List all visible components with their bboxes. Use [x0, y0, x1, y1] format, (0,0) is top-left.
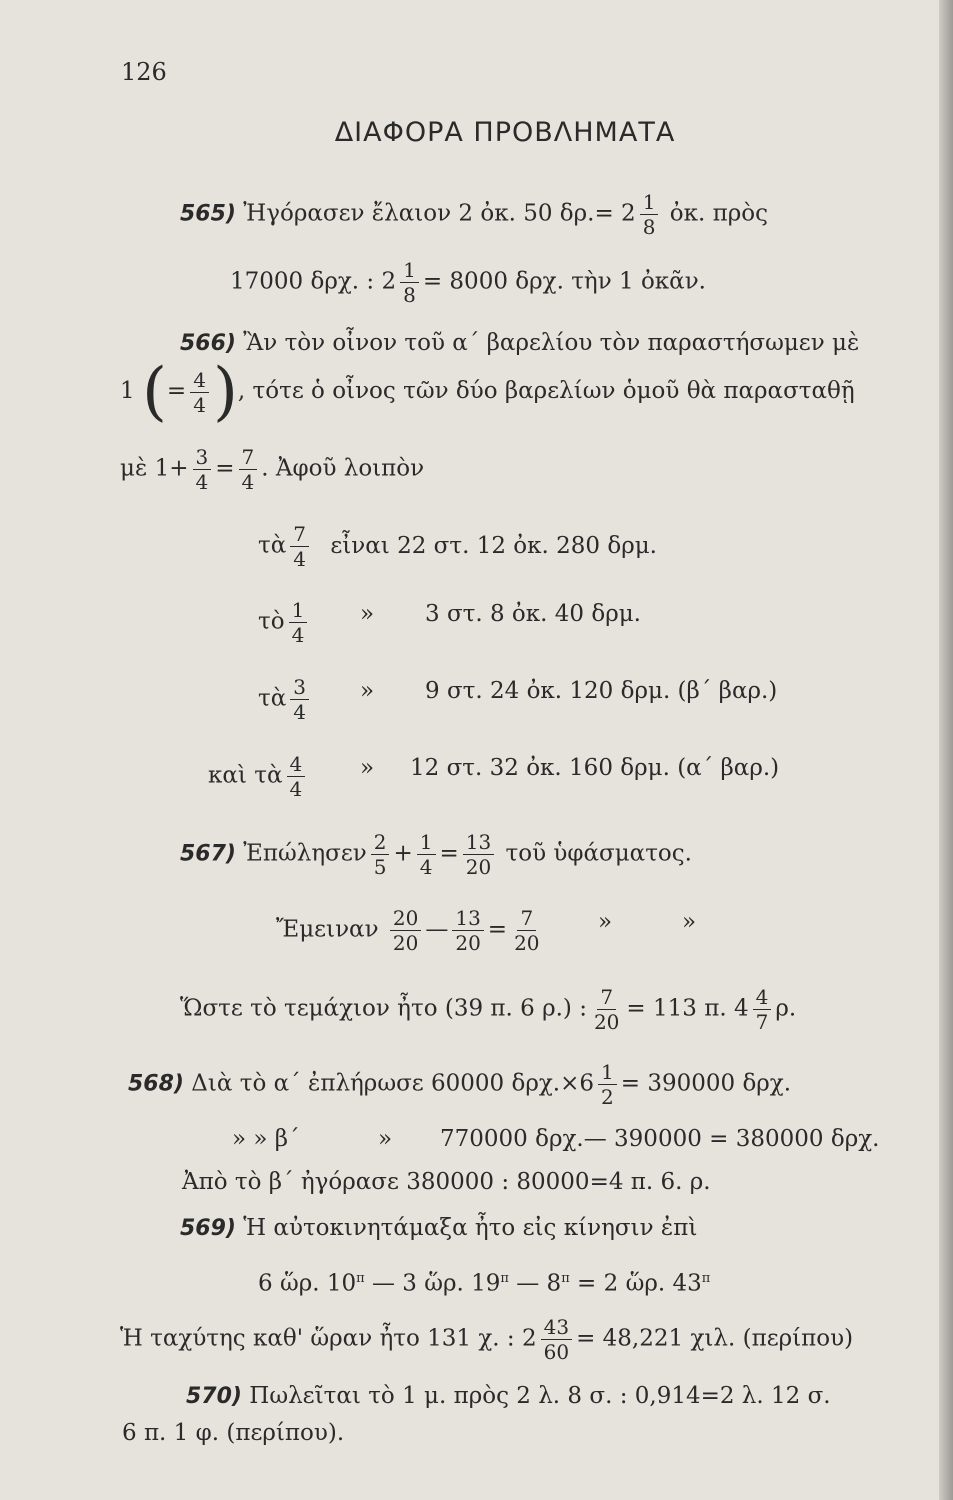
problem-567-line-3: Ὥστε τὸ τεμάχιον ἦτο (39 π. 6 ρ.) : $\frac{7}{20}$ = 113 π. 4 $\frac{4}{7}$ ρ. — [180, 985, 797, 1034]
problem-number: 570) — [186, 1384, 242, 1409]
page-title: ΔΙΑΦΟΡΑ ΠΡΟΒΛΗΜΑΤΑ — [334, 117, 676, 148]
problem-number: 567) — [180, 841, 236, 867]
fraction: $\frac{13}{20}$ — [463, 830, 494, 879]
problem-566-row-1: τὰ $\frac{7}{4}$ εἶναι 22 στ. 12 ὀκ. 280 δρμ. — [258, 522, 657, 571]
problem-566-row-2-values: 3 στ. 8 ὀκ. 40 δρμ. — [425, 601, 641, 627]
fraction: $\frac{3}{4}$ — [193, 445, 212, 494]
fraction: $\frac{7}{20}$ — [593, 985, 620, 1034]
text: 17000 δρχ. : 2 — [230, 268, 397, 295]
problem-568-line-2-ditto-2: » — [378, 1126, 393, 1152]
problem-566-row-4: καὶ τὰ $\frac{4}{4}$ — [208, 752, 309, 801]
problem-number: 566) — [180, 331, 236, 356]
problem-567-ditto-2: » — [682, 909, 697, 935]
text: , τότε ὁ οἶνος τῶν δύο βαρελίων ὁμοῦ θὰ παρασταθῇ — [237, 378, 855, 404]
fraction: $\frac{7}{20}$ — [514, 906, 540, 955]
problem-566-row-3-values: 9 στ. 24 ὀκ. 120 δρμ. (β΄ βαρ.) — [425, 678, 778, 704]
problem-567-ditto-1: » — [598, 909, 613, 935]
problem-570-line-1: 570) Πωλεῖται τὸ 1 μ. πρὸς 2 λ. 8 σ. : 0,914=2 λ. 12 σ. — [186, 1383, 831, 1409]
page-number: 126 — [121, 58, 167, 86]
fraction: $\frac{4}{4}$ — [287, 752, 306, 801]
fraction: $\frac{7}{4}$ — [290, 522, 309, 571]
problem-570-line-2: 6 π. 1 φ. (περίπου). — [122, 1420, 345, 1446]
fraction: $\frac{7}{4}$ — [239, 445, 258, 494]
fraction: $\frac{1}{4}$ — [417, 830, 436, 879]
problem-569-line-1: 569) Ἡ αὐτοκινητάμαξα ἦτο εἰς κίνησιν ἐπὶ — [180, 1215, 698, 1241]
problem-565-line-2 — [230, 258, 706, 307]
text: Ἠγόρασεν ἔλαιον 2 ὀκ. 50 δρ.= 2 — [243, 200, 636, 227]
fraction: $\frac{13}{20}$ — [452, 906, 483, 955]
problem-566-row-2: τὸ $\frac{1}{4}$ — [258, 598, 311, 647]
fraction: $\frac{43}{60}$ — [541, 1315, 572, 1364]
problem-568-line-3: Ἀπὸ τὸ β΄ ἠγόρασε 380000 : 80000=4 π. 6. ρ. — [182, 1169, 711, 1195]
problem-568-line-2-values: 770000 δρχ.— 390000 = 380000 δρχ. — [440, 1126, 880, 1152]
fraction: $\frac{1}{4}$ — [289, 598, 308, 647]
problem-number: 569) — [180, 1216, 236, 1241]
paren-open: ( — [141, 355, 167, 429]
problem-566-row-2-ditto: » — [360, 601, 375, 627]
problem-565-line-1 — [180, 190, 768, 239]
problem-number: 565) — [180, 201, 236, 227]
fraction: $\frac{2}{5}$ — [371, 830, 390, 879]
text: ὀκ. πρὸς — [669, 200, 768, 227]
problem-number: 568) — [128, 1071, 184, 1097]
text: = 8000 δρχ. τὴν 1 ὀκᾶν. — [422, 268, 706, 295]
paren-close: ) — [212, 355, 238, 429]
problem-566-row-3-ditto: » — [360, 678, 375, 704]
problem-566-row-4-values: 12 στ. 32 ὀκ. 160 δρμ. (α΄ βαρ.) — [410, 755, 780, 781]
fraction: $\frac{1}{8}$ — [400, 258, 419, 307]
fraction: $\frac{1}{2}$ — [598, 1060, 617, 1109]
problem-566-line-3: μὲ 1+ $\frac{3}{4}$ = $\frac{7}{4}$ . Ἀφοῦ λοιπὸν — [120, 445, 425, 494]
problem-568-line-2-ditto: » » β΄ — [232, 1126, 300, 1152]
page-edge-shadow — [939, 0, 953, 1500]
fraction: $\frac{4}{4}$ — [190, 368, 209, 417]
problem-566-line-1 — [180, 327, 859, 360]
fraction: $\frac{3}{4}$ — [290, 675, 309, 724]
fraction: $\frac{1}{8}$ — [640, 190, 659, 239]
problem-566-row-4-ditto: » — [360, 755, 375, 781]
fraction: $\frac{4}{7}$ — [753, 985, 772, 1034]
problem-568-line-1: 568) Διὰ τὸ α΄ ἐπλήρωσε 60000 δρχ.×6 $\frac{1}{2}$ = 390000 δρχ. — [128, 1060, 792, 1109]
problem-569-line-2: 6 ὥρ. $10^\pi$ — 3 ὥρ. $19^\pi$ — $8^\pi = 2$ ὥρ. $43^\pi$ — [258, 1270, 711, 1297]
problem-567-line-2: Ἔμειναν $\frac{20}{20}$ — $\frac{13}{20}$ = $\frac{7}{20}$ — [276, 906, 547, 955]
text: Ἂν τὸν οἶνον τοῦ α΄ βαρελίου τὸν παραστήσωμεν μὲ — [243, 330, 860, 356]
fraction: $\frac{20}{20}$ — [390, 906, 421, 955]
problem-566-line-2: 1 (= $\frac{4}{4}$ ), τότε ὁ οἶνος τῶν δύο βαρελίων ὁμοῦ θὰ παρασταθῇ — [120, 355, 855, 429]
problem-566-row-3: τὰ $\frac{3}{4}$ — [258, 675, 313, 724]
problem-569-line-3: Ἡ ταχύτης καθ' ὥραν ἦτο 131 χ. : 2 $\frac{43}{60}$ = 48,221 χιλ. (περίπου) — [120, 1315, 854, 1364]
problem-567-line-1: 567) Ἐπώλησεν $\frac{2}{5}$ + $\frac{1}{4}$ = $\frac{13}{20}$ τοῦ ὑφάσματος. — [180, 830, 692, 879]
